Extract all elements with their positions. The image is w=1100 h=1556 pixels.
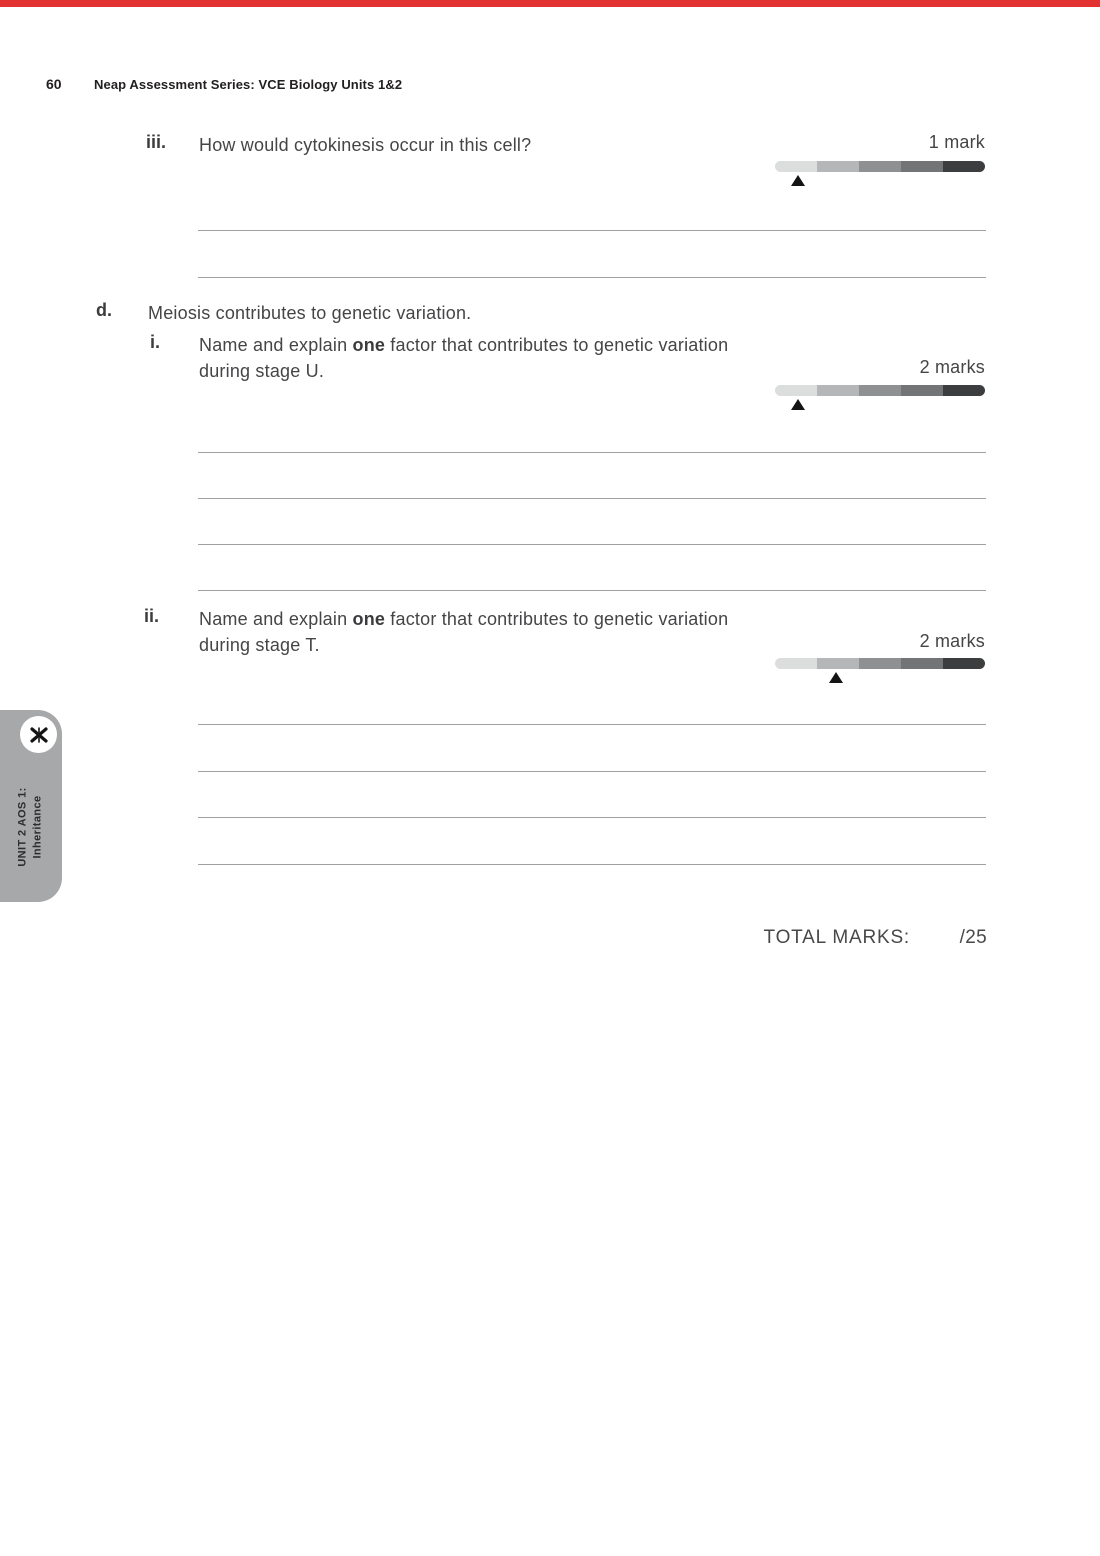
question-d-ii-marks: 2 marks: [919, 631, 985, 651]
answer-line: [198, 724, 986, 725]
question-iii-marks: 1 mark: [928, 132, 985, 152]
header-title: Neap Assessment Series: VCE Biology Units 1&2: [94, 77, 403, 92]
difficulty-bar-d-i: [775, 385, 985, 411]
bold-word: one: [352, 609, 386, 629]
answer-line: [198, 590, 986, 591]
total-marks-value: /25: [959, 927, 987, 948]
answer-line: [198, 544, 986, 545]
bold-word: one: [352, 335, 386, 355]
unit-tab-line2: Inheritance: [32, 795, 45, 859]
answer-line: [198, 771, 986, 772]
question-d-i-label: i.: [150, 332, 161, 352]
question-d-label: d.: [96, 300, 112, 320]
chromosome-icon: [28, 724, 50, 746]
difficulty-marker-arrow-icon: [829, 672, 843, 683]
difficulty-bar-d-ii: [775, 658, 985, 684]
answer-line: [198, 864, 986, 865]
page-top-accent-bar: [0, 0, 1100, 7]
question-iii-label: iii.: [146, 132, 167, 152]
difficulty-marker-arrow-icon: [791, 399, 805, 410]
unit-tab-text: [0, 758, 62, 896]
question-d-ii-text: Name and explain one factor that contributes to genetic variation during stage T.: [199, 609, 729, 655]
difficulty-gradient-bar: [775, 385, 985, 396]
question-d-i-text: Name and explain one factor that contributes to genetic variation during stage U.: [199, 335, 729, 381]
unit-tab-badge: [20, 716, 57, 753]
question-d-i-marks: 2 marks: [919, 357, 985, 377]
answer-line: [198, 498, 986, 499]
page-number: 60: [46, 76, 62, 92]
difficulty-marker-arrow-icon: [791, 175, 805, 186]
question-d-text: Meiosis contributes to genetic variation.: [148, 303, 472, 323]
difficulty-bar-iii: [775, 161, 985, 187]
total-marks-label: TOTAL MARKS:: [763, 927, 910, 948]
question-d-ii-label: ii.: [144, 606, 160, 626]
difficulty-gradient-bar: [775, 658, 985, 669]
answer-line: [198, 817, 986, 818]
unit-tab-line1: UNIT 2 AOS 1:: [17, 787, 30, 867]
unit-spine-tab: [0, 710, 62, 902]
difficulty-gradient-bar: [775, 161, 985, 172]
answer-line: [198, 277, 986, 278]
question-iii-text: How would cytokinesis occur in this cell?: [199, 135, 532, 155]
answer-line: [198, 452, 986, 453]
answer-line: [198, 230, 986, 231]
